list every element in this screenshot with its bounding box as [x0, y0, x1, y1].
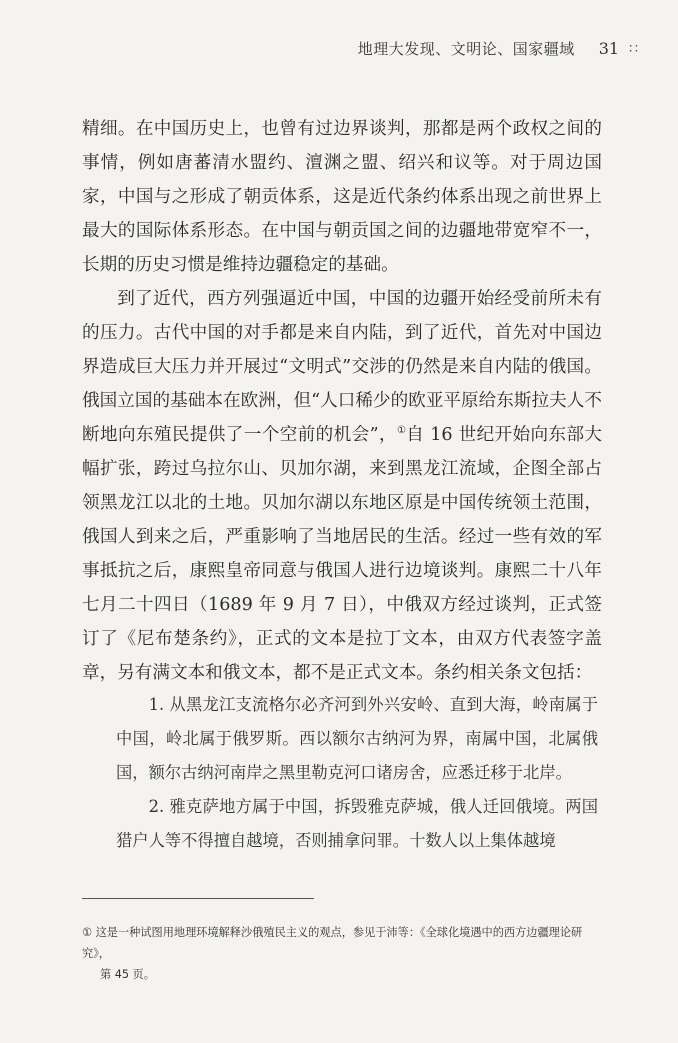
footnote: [82, 922, 602, 985]
treaty-clause-2: 2. 雅克萨地方属于中国，拆毁雅克萨城，俄人迁回俄境。两国猎户人等不得擅自越境，否则捕拿问罪。十数人以上集体越境: [116, 797, 598, 850]
footnote-divider: [82, 898, 314, 899]
paragraph-2-text-b: 自 16 世纪开始向东部大幅扩张，跨过乌拉尔山、贝加尔湖，来到黑龙江流域，企图全部占领黑龙江以北的土地。贝加尔湖以东地区原是中国传统领土范围，俄国人到来之后，严重影响了当地居民的生活。经过一些有效的军事抵抗之后，康熙皇帝同意与俄国人进行边境谈判。康熙二十八年七月二十四日（1689 年 9 月 7 日），中俄双方经过谈判，正式签订了《尼布楚条约》，正式的文本是拉丁文本，由双方代表签字盖章，另有满文本和俄文本，都不是正式文本。条约相关条文包括：: [82, 425, 603, 683]
footnote-text-2: 第 45 页。: [100, 968, 155, 981]
paragraph-1: 精细。在中国历史上，也曾有过边界谈判，那都是两个政权之间的事情，例如唐蕃清水盟约、澶渊之盟、绍兴和议等。对于周边国家，中国与之形成了朝贡体系，这是近代条约体系出现之前世界上最大的国际体系形态。在中国与朝贡国之间的边疆地带宽窄不一，长期的历史习惯是维持边疆稳定的基础。: [82, 119, 602, 275]
running-header: [358, 38, 638, 59]
treaty-quotation: [116, 688, 598, 858]
treaty-clause-1: 1. 从黑龙江支流格尔必齐河到外兴安岭、直到大海，岭南属于中国，岭北属于俄罗斯。西以额尔古纳河为界，南属中国，北属俄国，额尔古纳河南岸之黑里勒克河口诸房舍，应悉迁移于北岸。: [116, 695, 598, 782]
page-number: 31: [598, 39, 620, 58]
footnote-marker: ①: [82, 926, 93, 939]
main-text: [82, 112, 602, 690]
footnote-text-1: 这是一种试图用地理环境解释沙俄殖民主义的观点，参见于沛等：《全球化境遇中的西方边疆理论研究》，: [82, 926, 583, 960]
header-ornament: ∷: [629, 40, 638, 57]
footnote-line-1: [82, 922, 602, 964]
paragraph-2: [82, 282, 602, 690]
footnote-reference[interactable]: ①: [396, 425, 407, 436]
running-header-title: 地理大发现、文明论、国家疆域: [357, 40, 575, 58]
paragraph-2-text-a: 到了近代，西方列强逼近中国，中国的边疆开始经受前所未有的压力。古代中国的对手都是来自内陆，到了近代，首先对中国边界造成巨大压力并开展过“文明式”交涉的仍然是来自内陆的俄国。俄国立国的基础本在欧洲，但“人口稀少的欧亚平原给东斯拉夫人不断地向东殖民提供了一个空前的机会”，: [82, 289, 602, 445]
